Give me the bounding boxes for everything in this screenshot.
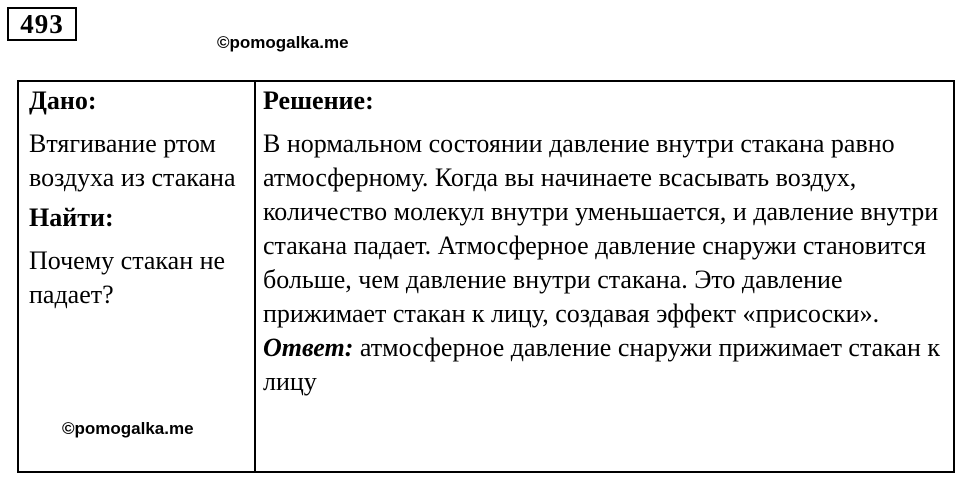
given-column <box>29 82 251 312</box>
task-number-box: 493 <box>7 7 77 41</box>
given-heading: Дано: <box>29 86 97 115</box>
solution-text: В нормальном состоянии давление внутри стакана равно атмосферному. Когда вы начинаете всасывать воздух, количество молекул внутри уменьшается, и давление внутри стакана падает. Атмосферное давление снаружи становится больше, чем давление внутри стакана. Это давление прижимает стакан к лицу, создавая эффект «присоски». <box>263 129 939 328</box>
find-text: Почему стакан не падает? <box>29 246 226 309</box>
solution-heading: Решение: <box>263 86 374 115</box>
solution-table <box>17 80 955 473</box>
answer-label: Ответ: <box>263 333 354 362</box>
solution-column <box>263 82 953 399</box>
given-text: Втягивание ртом воздуха из стакана <box>29 129 236 192</box>
find-heading: Найти: <box>29 203 114 232</box>
column-divider <box>254 82 256 471</box>
answer-line <box>263 331 953 399</box>
watermark-top: ©pomogalka.me <box>217 33 349 52</box>
answer-text: атмосферное давление снаружи прижимает стакан к лицу <box>263 333 941 396</box>
watermark-bottom: ©pomogalka.me <box>62 419 194 438</box>
